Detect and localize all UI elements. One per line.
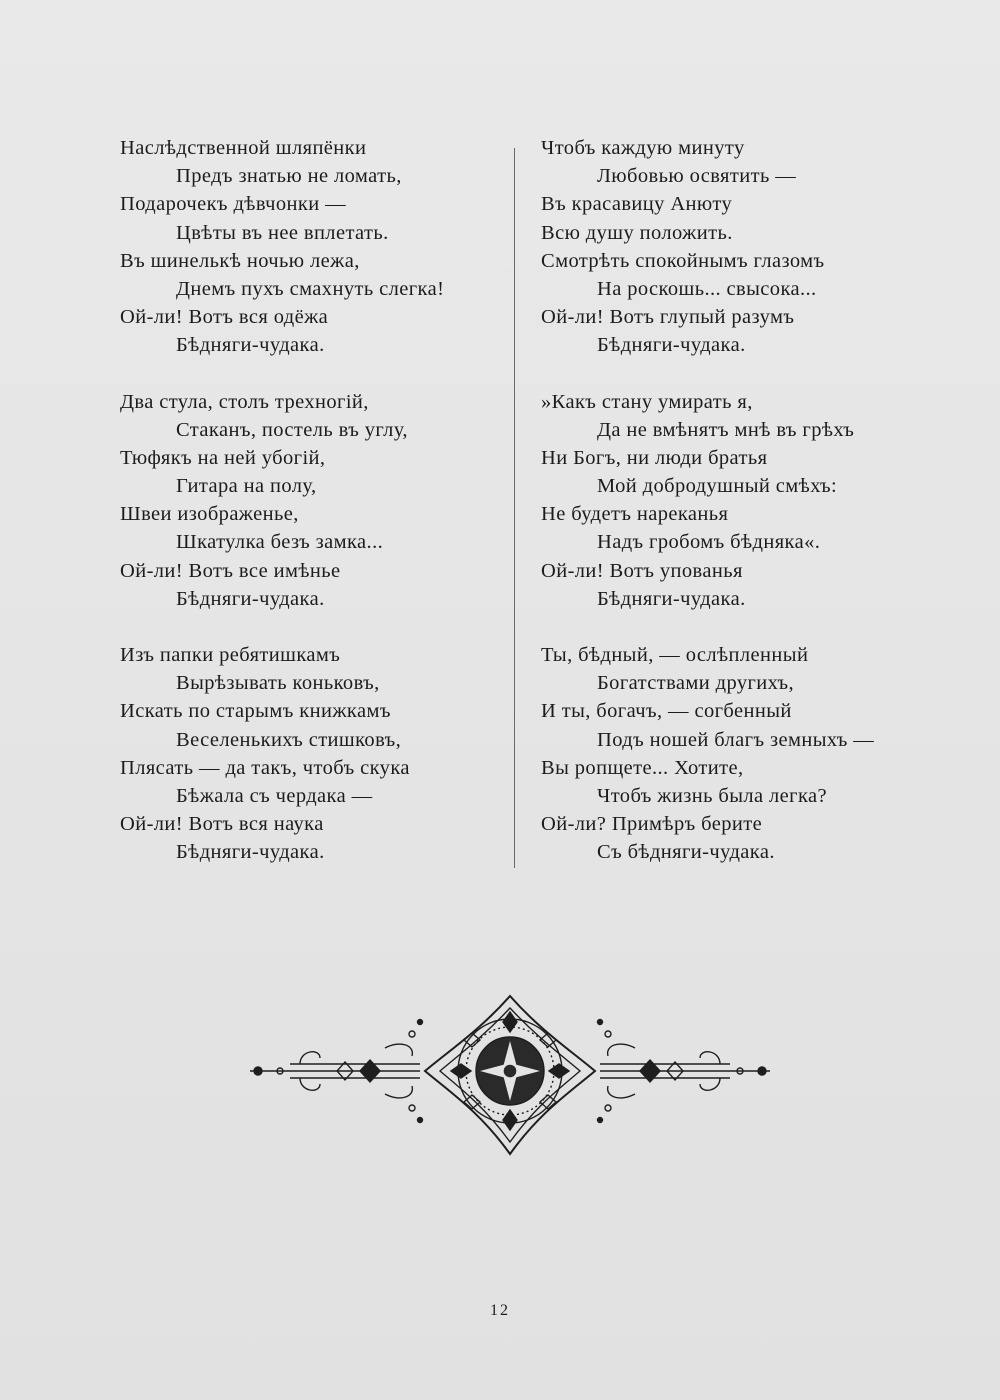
verse-line: Чтобъ жизнь была легка? <box>597 784 828 807</box>
verse-line: Стаканъ, постель въ углу, <box>176 418 408 441</box>
verse-line: Мой добродушный смѣхъ: <box>597 475 838 498</box>
verse-line: Швеи изображенье, <box>120 503 299 526</box>
refrain-line: Бѣдняги-чудака. <box>176 334 325 357</box>
refrain-line: Ой-ли! Вотъ глупый разумъ <box>541 306 795 329</box>
verse-line: Искать по старымъ книжкамъ <box>120 700 391 723</box>
verse-line: Плясать — да такъ, чтобъ скука <box>120 756 410 779</box>
stanza <box>541 388 921 614</box>
verse-line: Ты, бѣдный, — ослѣпленный <box>541 644 809 666</box>
verse-line: Наслѣдственной шляпёнки <box>120 137 367 159</box>
verse-line: Богатствами другихъ, <box>597 672 795 695</box>
verse-line: Днемъ пухъ смахнуть слегка! <box>176 277 445 300</box>
verse-line: Въ красавицу Анюту <box>541 193 733 216</box>
verse-line: Да не вмѣнятъ мнѣ въ грѣхъ <box>597 418 855 441</box>
verse-line: Шкатулка безъ замка... <box>176 531 384 554</box>
verse-line: На роскошь... свысока... <box>597 277 817 300</box>
verse-line: Два стула, столъ трехногій, <box>120 390 369 413</box>
verse-line: Не будетъ нареканья <box>541 503 729 526</box>
stanza <box>120 134 500 360</box>
stanza <box>120 388 500 614</box>
decorative-vignette-icon <box>240 990 780 1160</box>
verse-line: Вырѣзывать коньковъ, <box>176 672 380 695</box>
verse-line: Въ шинелькѣ ночью лежа, <box>120 249 360 272</box>
refrain-line: Ой-ли! Вотъ упованья <box>541 559 743 582</box>
verse-line: Ни Богъ, ни люди братья <box>541 446 768 469</box>
refrain-line: Ой-ли! Вотъ вся одёжа <box>120 306 329 329</box>
refrain-line: Бѣдняги-чудака. <box>176 587 325 610</box>
verse-line: Подарочекъ дѣвчонки — <box>120 193 347 216</box>
verse-line: Гитара на полу, <box>176 475 317 498</box>
page-number: 12 <box>490 1302 510 1319</box>
poem-right-column <box>541 134 921 895</box>
verse-line: Изъ папки ребятишкамъ <box>120 644 341 666</box>
refrain-line: Ой-ли! Вотъ вся наука <box>120 813 324 836</box>
refrain-line: Бѣдняги-чудака. <box>176 841 325 864</box>
refrain-line: Бѣдняги-чудака. <box>597 587 746 610</box>
verse-line: Веселенькихъ стишковъ, <box>176 728 402 751</box>
verse-line: Предъ знатью не ломать, <box>176 165 402 188</box>
refrain-line: Бѣдняги-чудака. <box>597 334 746 357</box>
verse-line: »Какъ стану умирать я, <box>541 390 753 413</box>
verse-line: Вы ропщете... Хотите, <box>541 756 744 779</box>
refrain-line: Ой-ли! Вотъ все имѣнье <box>120 559 341 582</box>
refrain-line: Съ бѣдняги-чудака. <box>597 841 775 864</box>
column-divider <box>514 148 515 868</box>
stanza <box>120 641 500 867</box>
stanza <box>541 134 921 360</box>
verse-line: Цвѣты въ нее вплетать. <box>176 221 389 244</box>
verse-line: Смотрѣть спокойнымъ глазомъ <box>541 249 825 272</box>
verse-line: Бѣжала съ чердака — <box>176 784 373 807</box>
verse-line: Подъ ношей благъ земныхъ — <box>597 728 875 751</box>
refrain-line: Ой-ли? Примѣръ берите <box>541 813 763 836</box>
verse-line: И ты, богачъ, — согбенный <box>541 700 792 723</box>
verse-line: Всю душу положить. <box>541 221 733 244</box>
poem-left-column <box>120 134 500 895</box>
verse-line: Тюфякъ на ней убогій, <box>120 446 326 469</box>
verse-line: Надъ гробомъ бѣдняка«. <box>597 531 821 554</box>
stanza <box>541 641 921 867</box>
verse-line: Любовью освятить — <box>597 165 797 188</box>
verse-line: Чтобъ каждую минуту <box>541 137 745 159</box>
